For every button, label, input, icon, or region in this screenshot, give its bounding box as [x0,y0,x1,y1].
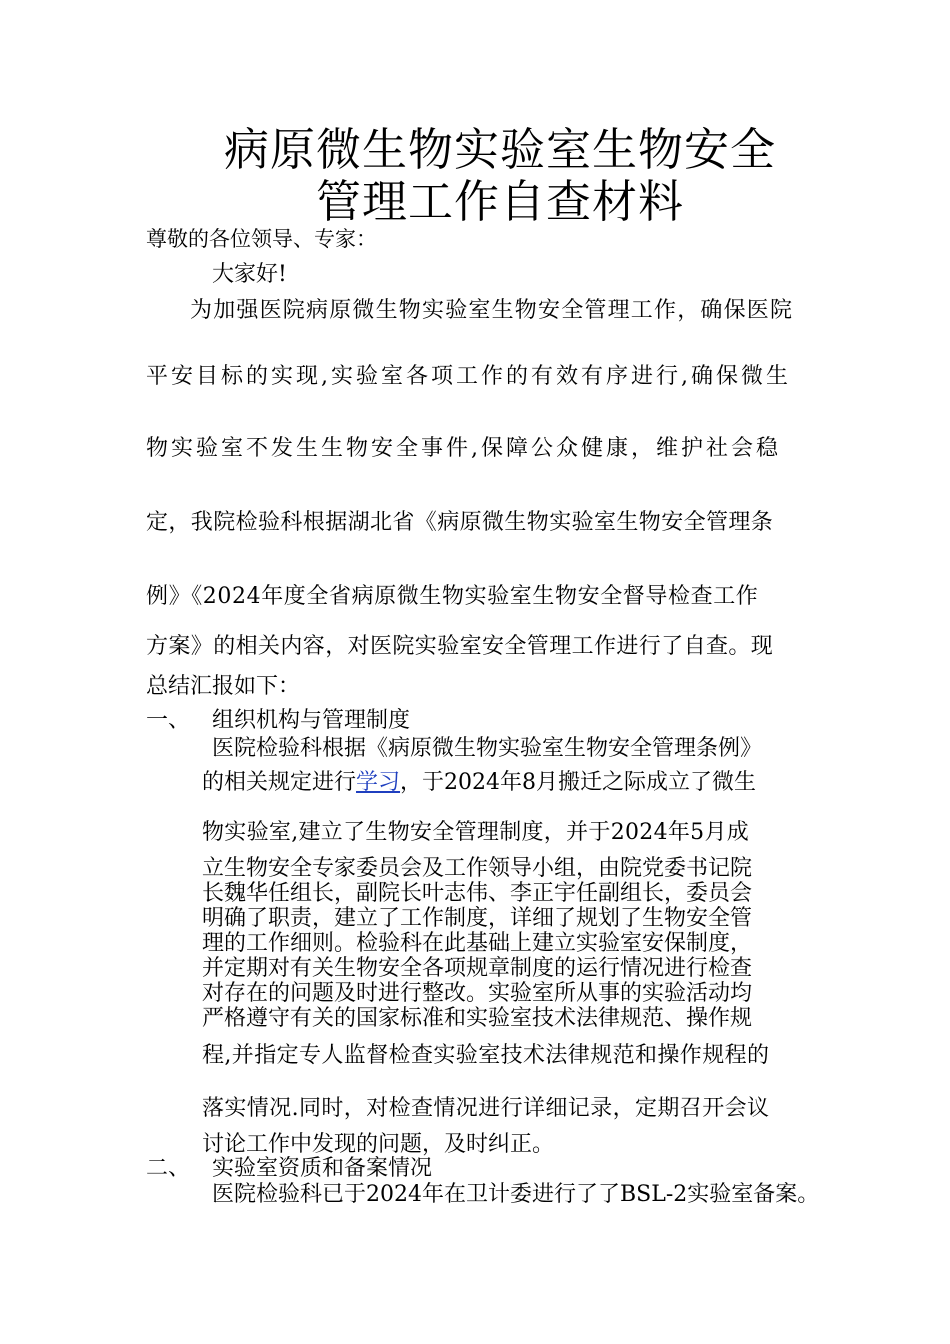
intro-line: 平安目标的实现,实验室各项工作的有效有序进行,确保微生 [146,364,791,389]
section1-number: 一、 [146,708,191,733]
section1-line: 理的工作细则。检验科在此基础上建立实验室安保制度， [202,931,753,956]
intro-line: 物实验室不发生生物安全事件,保障公众健康，维护社会稳 [146,436,781,461]
section1-line: 落实情况.同时，对检查情况进行详细记录，定期召开会议 [202,1096,770,1121]
section1-line: 明确了职责，建立了工作制度，详细了规划了生物安全管 [202,906,753,931]
section1-line-text: 的相关规定进行 [202,770,357,795]
section1-line: 程,并指定专人监督检查实验室技术法律规范和操作规程的 [202,1043,770,1068]
section1-line: 长魏华任组长，副院长叶志伟、李正宇任副组长，委员会 [202,881,753,906]
section1-line: 物实验室,建立了生物安全管理制度，并于2024年5月成 [202,820,750,845]
study-link[interactable]: 学习 [356,770,401,795]
section1-line: 对存在的问题及时进行整改。实验室所从事的实验活动均 [202,981,753,1006]
section1-heading: 组织机构与管理制度 [212,708,411,733]
section1-line: 并定期对有关生物安全各项规章制度的运行情况进行检查 [202,956,753,981]
section1-line-with-link [202,768,756,798]
section2-line: 医院检验科已于2024年在卫计委进行了了BSL-2实验室备案。 [212,1182,820,1207]
section1-line: 立生物安全专家委员会及工作领导小组，由院党委书记院 [202,856,753,881]
intro-line: 方案》的相关内容，对医院实验室安全管理工作进行了自查。现 [146,634,774,659]
section1-line: 医院检验科根据《病原微生物实验室生物安全管理条例》 [212,736,763,761]
document-title-line1: 病原微生物实验室生物安全 [223,123,776,176]
document-title-line2: 管理工作自查材料 [315,175,684,228]
intro-line: 例》《2024年度全省病原微生物实验室生物安全督导检查工作 [146,584,759,609]
section2-number: 二、 [146,1156,191,1181]
section1-line-text: ，于2024年8月搬迁之际成立了微生 [400,770,757,795]
greeting: 大家好! [212,262,287,287]
section2-heading: 实验室资质和备案情况 [212,1156,433,1181]
section1-line: 严格遵守有关的国家标准和实验室技术法律规范、操作规 [202,1006,753,1031]
section1-line: 讨论工作中发现的问题，及时纠正。 [202,1132,555,1157]
intro-line: 总结汇报如下： [146,674,301,699]
intro-line: 为加强医院病原微生物实验室生物安全管理工作，确保医院 [190,298,794,323]
intro-line: 定，我院检验科根据湖北省《病原微生物实验室生物安全管理条 [146,510,774,535]
salutation: 尊敬的各位领导、专家： [146,227,377,251]
